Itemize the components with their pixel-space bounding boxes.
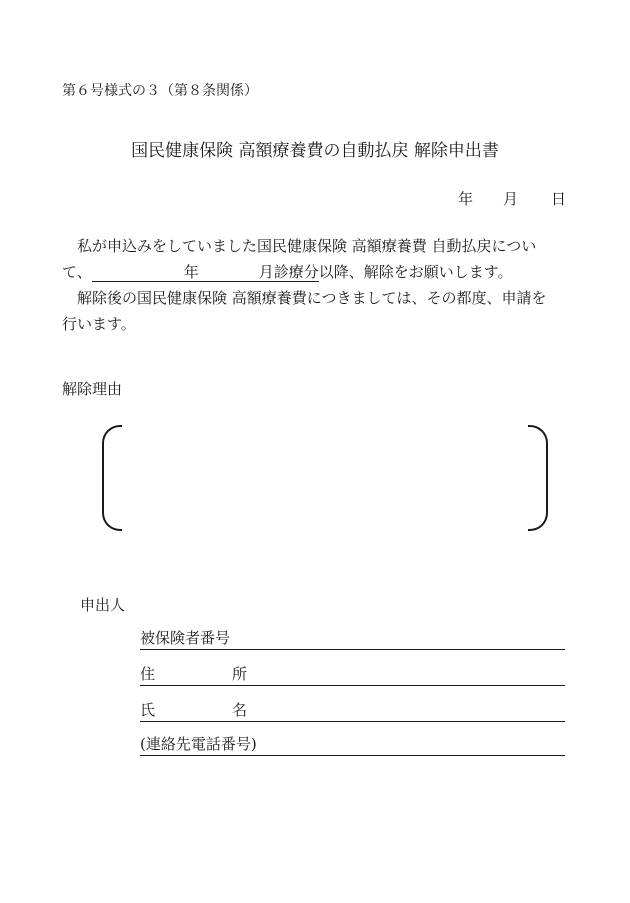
paragraph-2-line-2: 行います。 — [62, 315, 136, 333]
paragraph-1-prefix: て、 — [62, 263, 92, 281]
name-label-2: 名 — [232, 701, 248, 719]
reason-box-left-bracket[interactable] — [102, 425, 122, 531]
phone-field[interactable] — [140, 733, 565, 756]
date-day-label: 日 — [551, 190, 567, 208]
insured-number-label: 被保険者番号 — [140, 629, 231, 647]
form-number: 第６号様式の３（第８条関係） — [62, 83, 258, 99]
address-label-2: 所 — [232, 665, 248, 683]
paragraph-1-line-2 — [62, 259, 572, 285]
address-field[interactable] — [140, 663, 565, 686]
period-underline[interactable] — [92, 259, 319, 285]
address-label-1: 住 — [140, 665, 156, 683]
name-field[interactable] — [140, 699, 565, 722]
date-year-label: 年 — [458, 190, 474, 208]
paragraph-1-line-1: 私が申込みをしていました国民健康保険 高額療養費 自動払戻につい — [77, 237, 537, 255]
insured-number-field[interactable] — [140, 627, 565, 650]
period-year-label: 年 — [183, 263, 199, 281]
date-month-label: 月 — [503, 190, 519, 208]
paragraph-2-line-1: 解除後の国民健康保険 高額療養費につきましては、その都度、申請を — [77, 289, 547, 307]
applicant-label: 申出人 — [80, 596, 126, 614]
reason-box-right-bracket[interactable] — [528, 425, 548, 531]
name-label-1: 氏 — [140, 701, 156, 719]
document-title: 国民健康保険 高額療養費の自動払戻 解除申出書 — [131, 141, 499, 161]
reason-label: 解除理由 — [62, 380, 123, 398]
period-month-label: 月診療分 — [258, 263, 319, 281]
paragraph-1-suffix: 以降、解除をお願いします。 — [318, 263, 513, 281]
phone-label: (連絡先電話番号) — [140, 735, 257, 753]
